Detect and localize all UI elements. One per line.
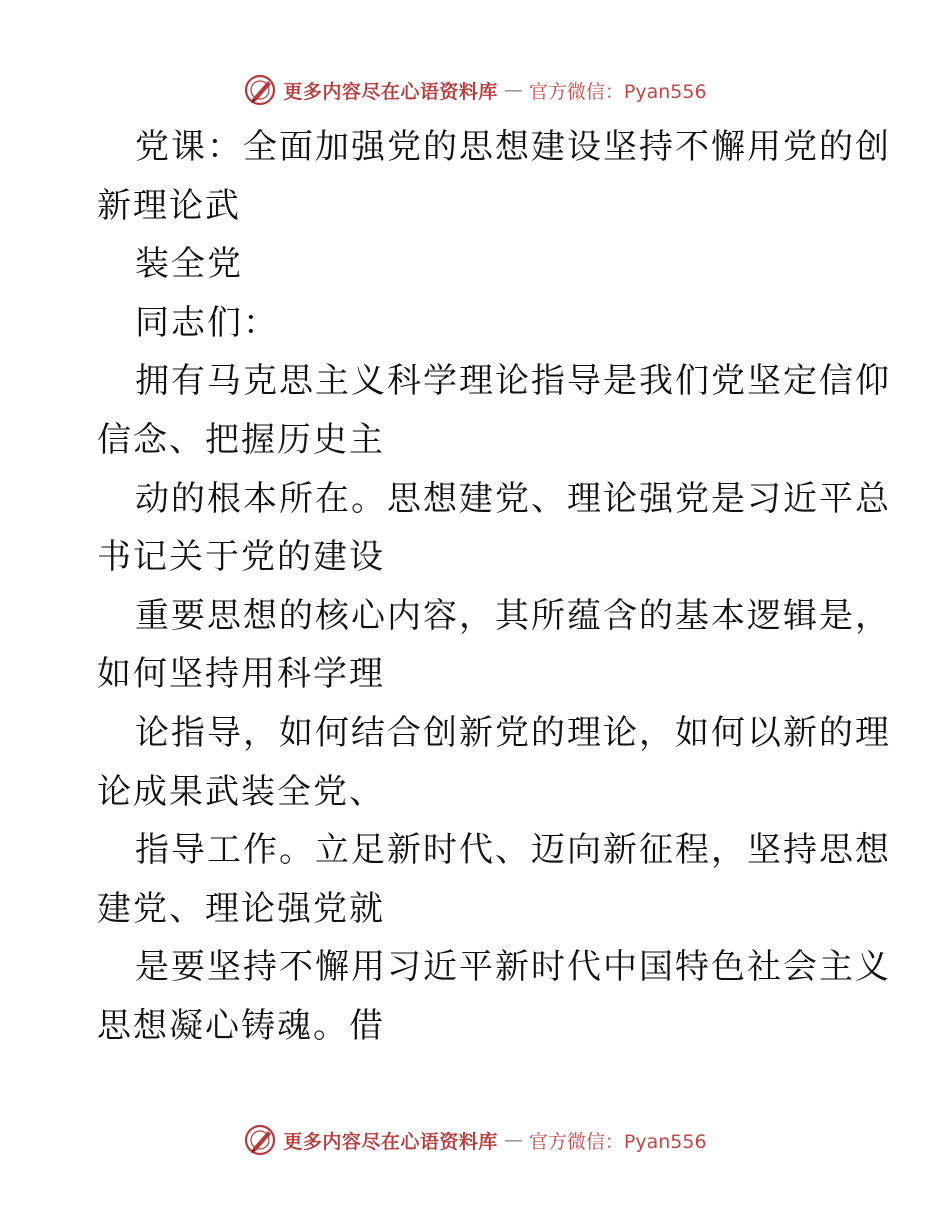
document-line: 同志们：: [135, 302, 279, 343]
document-line: 建党、理论强党就: [97, 888, 385, 929]
document-line: 论成果武装全党、: [97, 771, 385, 812]
footer-watermark: [0, 1120, 950, 1160]
watermark-suffix-text: 官方微信：Pyan556: [528, 1130, 707, 1153]
watermark-main-text: 更多内容尽在心语资料库: [283, 80, 498, 103]
watermark-main-text: 更多内容尽在心语资料库: [283, 1130, 498, 1153]
document-line: 装全党: [135, 244, 243, 285]
document-line: 新理论武: [97, 185, 241, 226]
pen-seal-logo-icon: [243, 1123, 277, 1157]
document-line: 指导工作。立足新时代、迈向新征程，坚持思想: [135, 830, 891, 871]
document-line: 如何坚持用科学理: [97, 654, 385, 695]
document-line: 思想凝心铸魂。借: [97, 1005, 385, 1046]
pen-seal-logo-icon: [243, 73, 277, 107]
document-body: [97, 118, 891, 1056]
watermark-dash: —: [503, 79, 523, 101]
document-line: 论指导，如何结合创新党的理论，如何以新的理: [135, 712, 891, 753]
document-line: 信念、把握历史主: [97, 419, 385, 460]
document-line: 重要思想的核心内容，其所蕴含的基本逻辑是，: [135, 595, 891, 636]
watermark-dash: —: [503, 1129, 523, 1151]
document-line: 拥有马克思主义科学理论指导是我们党坚定信仰: [135, 361, 891, 402]
document-line: 书记关于党的建设: [97, 537, 385, 578]
document-line: 党课：全面加强党的思想建设坚持不懈用党的创: [135, 127, 891, 167]
document-line: 是要坚持不懈用习近平新时代中国特色社会主义: [135, 947, 891, 988]
header-watermark: [0, 70, 950, 110]
watermark-suffix-text: 官方微信：Pyan556: [528, 80, 707, 103]
document-line: 动的根本所在。思想建党、理论强党是习近平总: [135, 478, 891, 519]
